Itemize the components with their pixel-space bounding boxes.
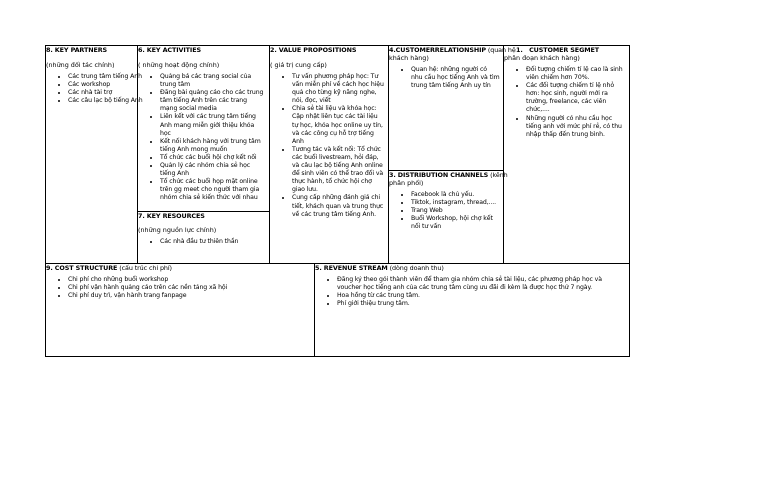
key-partners-subtitle: (những đối tác chính) xyxy=(46,61,115,69)
list-item: • Các trung tâm tiếng Anh xyxy=(68,73,137,81)
distribution-channels-title: 3. DISTRIBUTION CHANNELS (kênh xyxy=(389,171,508,179)
key-resources-subtitle: (những nguồn lực chính) xyxy=(138,226,217,234)
list-item: • Các workshop xyxy=(68,81,137,89)
value-propositions-title: 2. VALUE PROPOSITIONS xyxy=(270,46,357,54)
distribution-channels-list xyxy=(389,191,503,231)
value-propositions-subtitle: ( giá trị cung cấp) xyxy=(270,61,327,69)
list-item: • Các nhà tài trợ xyxy=(68,89,137,97)
value-propositions-list xyxy=(270,73,388,219)
list-item: • Tổ chức các buổi họp mặt online trên gg meet cho người tham gia nhóm chia sẻ kiến thức với nhau xyxy=(160,178,266,202)
key-activities-title: 6. KEY ACTIVITIES xyxy=(138,46,201,54)
list-item: • Cung cấp những đánh giá chi tiết, khách quan và trung thực về các trung tâm tiếng Anh. xyxy=(292,194,385,218)
list-item: • Quản lý các nhóm chia sẻ học tiếng Anh xyxy=(160,162,266,178)
list-item: • Chi phí vận hành quảng cáo trên các nền tảng xã hội xyxy=(68,284,314,292)
list-item: • Facebook là chủ yếu. xyxy=(411,191,500,199)
distribution-channels-subtitle: phân phối) xyxy=(389,179,424,187)
list-item: • Quan hệ: những người có nhu cầu học tiếng Anh và tìm trung tâm tiếng Anh uy tín xyxy=(411,66,500,90)
key-activities-cell xyxy=(137,45,270,212)
customer-relationship-subtitle: khách hàng) xyxy=(389,54,429,62)
list-item: • Chia sẻ tài liệu và khóa học: Cập nhật liên tục các tài liệu tự học, khóa học online uy tín, và các công cụ hỗ trợ tiếng Anh xyxy=(292,105,385,145)
key-partners-list xyxy=(46,73,143,105)
list-item: • Đối tượng chiếm tỉ lệ cao là sinh viên chiếm hơn 70%. xyxy=(526,66,626,82)
key-activities-list xyxy=(138,73,269,203)
list-item: • Tư vấn phương pháp học: Tư vấn miễn phí về cách học hiệu quả cho từng kỹ năng nghe, nói, đọc, viết xyxy=(292,73,385,105)
customer-segments-title: 1. CUSTOMER SEGMET xyxy=(516,46,600,54)
key-resources-cell xyxy=(137,211,270,264)
list-item: • Chi phí cho những buổi workshop xyxy=(68,276,314,284)
list-item: • Hoa hồng từ các trung tâm. xyxy=(337,292,623,300)
customer-segments-cell xyxy=(503,45,630,264)
list-item: • Phí giới thiệu trung tâm. xyxy=(337,300,623,308)
list-item: • Đăng ký theo gói thành viên để tham gia nhóm chia sẻ tài liệu, các phương pháp học và voucher học tiếng anh của các trung tâm cùng ưu đãi đi kèm là được học thử 7 ngày. xyxy=(337,276,623,292)
customer-relationship-title: 4.CUSTOMERRELATIONSHIP (quan hệ xyxy=(389,46,516,54)
customer-relationship-list xyxy=(389,66,503,90)
cost-structure-title: 9. COST STRUCTURE (cấu trúc chi phí) xyxy=(46,264,172,272)
list-item: • Chi phí duy trì, vận hành trang fanpage xyxy=(68,292,314,300)
revenue-stream-title: 5. REVENUE STREAM (dòng doanh thu) xyxy=(315,264,444,272)
list-item: • Buổi Workshop, hội chợ kết nối tư vấn xyxy=(411,215,500,231)
key-partners-title: 8. KEY PARTNERS xyxy=(46,46,108,54)
key-partners-cell xyxy=(45,45,143,264)
customer-segments-list xyxy=(504,66,629,139)
list-item: • Những người có nhu cầu học tiếng anh với mức phí rẻ, có thu nhập thấp đến trung bình. xyxy=(526,115,626,139)
list-item: • Kết nối khách hàng với trung tâm tiếng Anh mong muốn xyxy=(160,138,266,154)
key-resources-title: 7. KEY RESOURCES xyxy=(138,212,205,220)
list-item: • Tương tác và kết nối: Tổ chức các buổi livestream, hỏi đáp, và câu lạc bộ tiếng Anh online để sinh viên có thể trao đổi và thực hành, tổ chức hội chợ giao lưu. xyxy=(292,146,385,195)
customer-segments-subtitle: phân đoạn khách hàng) xyxy=(504,54,580,62)
list-item: • Các nhà đầu tư thiên thần xyxy=(160,238,269,246)
list-item: • Quảng bá các trang social của trung tâm xyxy=(160,73,266,89)
list-item: • Liên kết với các trung tâm tiếng Anh mang miễn giới thiệu khóa học xyxy=(160,113,266,137)
cost-structure-cell xyxy=(45,263,315,357)
cost-structure-list xyxy=(46,276,314,300)
customer-relationship-cell xyxy=(388,45,516,171)
list-item: • Các câu lạc bộ tiếng Anh xyxy=(68,97,137,105)
list-item: • Tiktok, instagram, thread,.... xyxy=(411,199,500,207)
key-activities-subtitle: ( những hoạt động chính) xyxy=(138,61,220,69)
list-item: • Các đối tượng chiếm tỉ lệ nhỏ hơn: học sinh, người mới ra trường, freelance, các viên chức,.... xyxy=(526,82,626,114)
list-item: • Tổ chức các buổi hội chợ kết nối xyxy=(160,154,266,162)
list-item: • Đăng bài quảng cáo cho các trung tâm tiếng Anh trên các trang mạng social media xyxy=(160,89,266,113)
revenue-stream-cell xyxy=(314,263,630,357)
distribution-channels-cell xyxy=(388,170,508,264)
key-resources-list xyxy=(138,238,269,246)
list-item: • Trang Web xyxy=(411,207,500,215)
revenue-stream-list xyxy=(315,276,629,308)
value-propositions-cell xyxy=(269,45,389,264)
